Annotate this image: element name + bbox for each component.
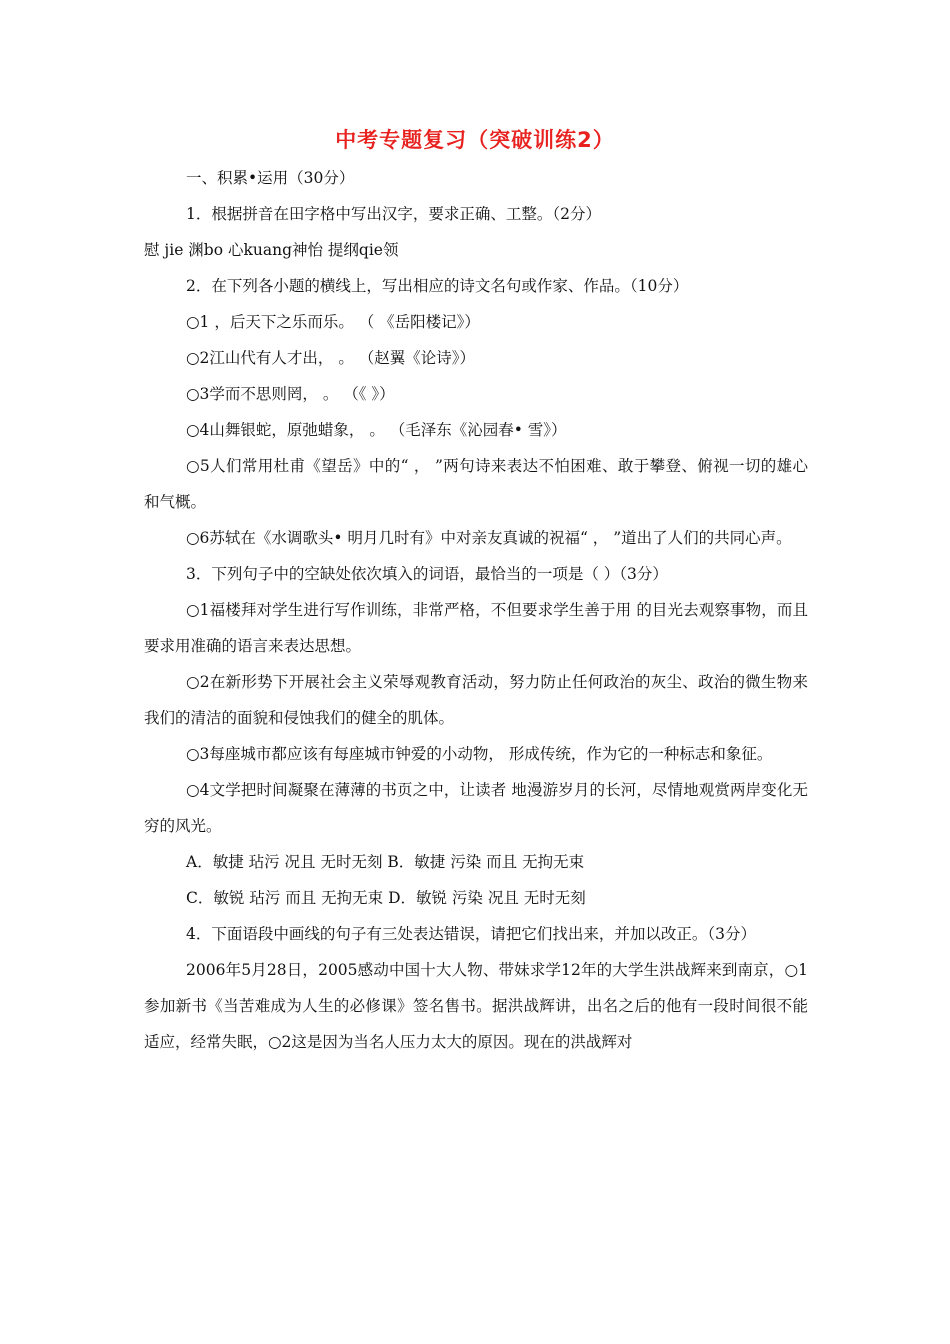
question-3-sentence-2: ○2在新形势下开展社会主义荣辱观教育活动，努力防止任何政治的灰尘、政治的微生物来 我们的清洁的面貌和侵蚀我们的健全的肌体。 xyxy=(144,673,808,727)
question-1: 1．根据拼音在田字格中写出汉字，要求正确、工整。（2分） xyxy=(186,205,601,223)
document-body xyxy=(144,160,808,1060)
question-2-item-3: ○3学而不思则罔， 。 （《 》） xyxy=(186,385,395,403)
question-4: 4．下面语段中画线的句子有三处表达错误，请把它们找出来，并加以改正。（3分） xyxy=(186,925,756,943)
question-3: 3．下列句子中的空缺处依次填入的词语，最恰当的一项是（ ）（3分） xyxy=(186,565,668,583)
question-1-items: 慰 jie 渊bo 心kuang神怡 提纲qie领 xyxy=(144,241,399,259)
page-title: 中考专题复习（突破训练2） xyxy=(335,128,615,152)
question-4-passage: 2006年5月28日，2005感动中国十大人物、带妹求学12年的大学生洪战辉来到南京，○1参加新书《当苦难成为人生的必修课》签名售书。据洪战辉讲，出名之后的他有一段时间很不能适应，经常失眠，○2这是因为当名人压力太大的原因。现在的洪战辉对 xyxy=(144,961,808,1051)
question-2-item-5: ○5人们常用杜甫《望岳》中的“ ， ”两句诗来表达不怕困难、敢于攀登、俯视一切的雄心和气概。 xyxy=(144,457,808,511)
question-2-item-1: ○1 ，后天下之乐而乐。 （ 《岳阳楼记》） xyxy=(186,313,480,331)
question-3-sentence-3: ○3每座城市都应该有每座城市钟爱的小动物， 形成传统，作为它的一种标志和象征。 xyxy=(186,745,773,763)
question-2: 2．在下列各小题的横线上，写出相应的诗文名句或作家、作品。（10分） xyxy=(186,277,689,295)
question-3-options-ab: A．敏捷 玷污 况且 无时无刻 B．敏捷 污染 而且 无拘无束 xyxy=(186,853,585,871)
question-2-item-2: ○2江山代有人才出， 。 （赵翼《论诗》） xyxy=(186,349,475,367)
section-heading: 一、积累•运用（30分） xyxy=(186,169,355,187)
question-2-item-4: ○4山舞银蛇，原弛蜡象， 。 （毛泽东《沁园春• 雪》） xyxy=(186,421,567,439)
question-2-item-6: ○6苏轼在《水调歌头• 明月几时有》中对亲友真诚的祝福“ ， ”道出了人们的共同心声。 xyxy=(186,529,792,547)
question-3-sentence-1: ○1福楼拜对学生进行写作训练，非常严格，不但要求学生善于用 的目光去观察事物，而且要求用准确的语言来表达思想。 xyxy=(144,601,808,655)
question-3-options-cd: C．敏锐 玷污 而且 无拘无束 D．敏锐 污染 况且 无时无刻 xyxy=(186,889,586,907)
question-3-sentence-4: ○4文学把时间凝聚在薄薄的书页之中，让读者 地漫游岁月的长河，尽情地观赏两岸变化无穷的风光。 xyxy=(144,781,808,835)
